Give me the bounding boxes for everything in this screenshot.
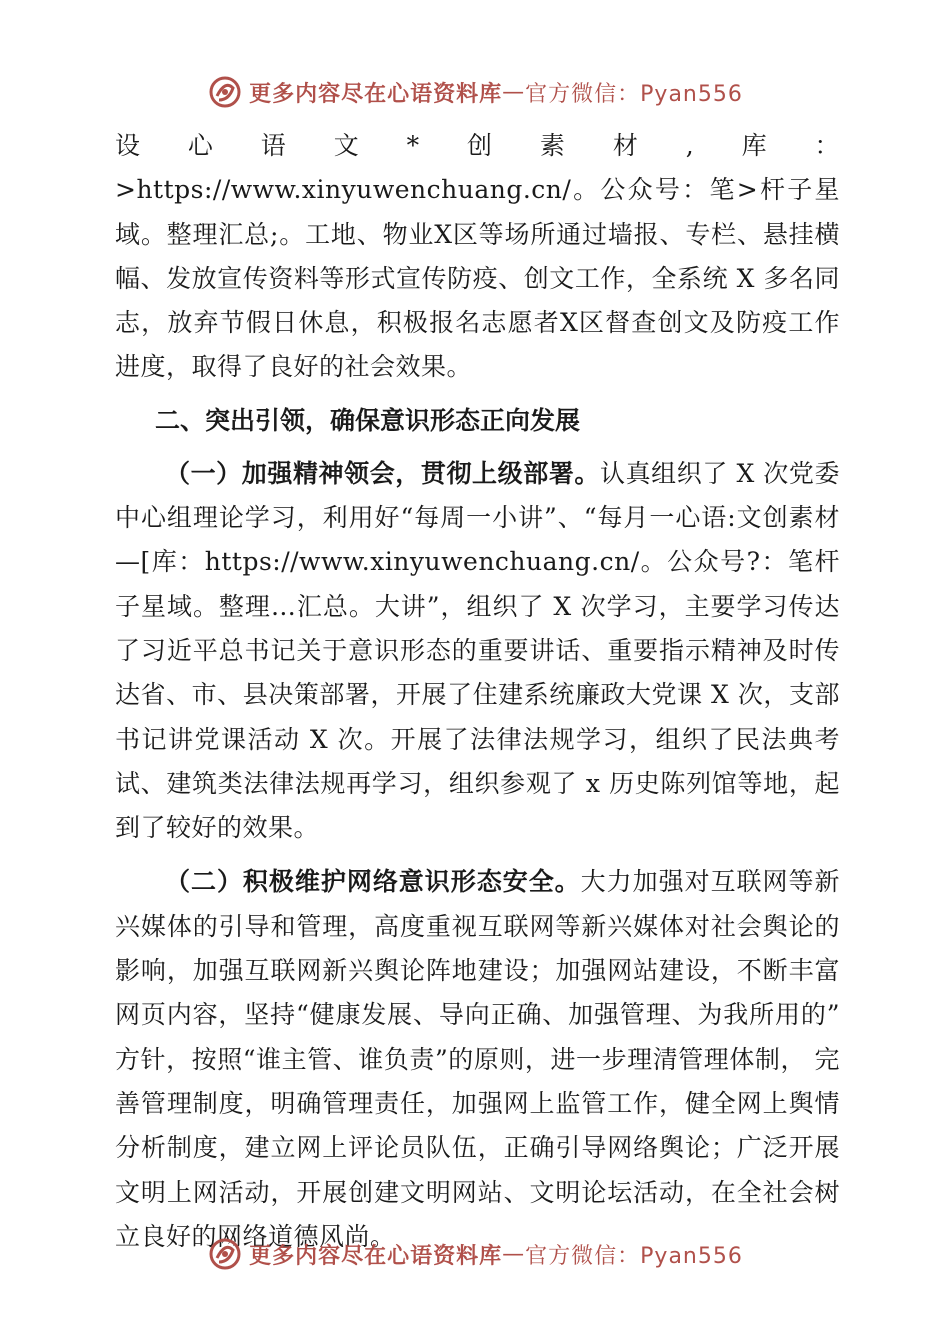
- footer-banner: [0, 1232, 950, 1276]
- subsection-1: [115, 452, 840, 851]
- banner-wechat-text: 官方微信：Pyan556: [525, 81, 743, 107]
- document-body: [115, 124, 840, 1259]
- paragraph-continuation: 设心语文*创素材,库：>https://www.xinyuwenchuang.cn/。公众号：笔>杆子星域。整理汇总;。工地、物业X区等场所通过墙报、专栏、悬挂横幅、发放宣传资料等形式宣传防疫、创文工作，全系统 X 多名同志，放弃节假日休息，积极报名志愿者X区督查创文及防疫工作进度，取得了良好的社会效果。: [115, 131, 840, 382]
- banner-brand-text: 更多内容尽在心语资料库: [249, 1242, 503, 1269]
- section-heading-2: 二、突出引领，确保意识形态正向发展: [155, 405, 581, 435]
- banner-wechat-text: 官方微信：Pyan556: [525, 1243, 743, 1269]
- banner-separator: —: [502, 1241, 526, 1267]
- subsection-2-body: 大力加强对互联网等新兴媒体的引导和管理，高度重视互联网等新兴媒体对社会舆论的影响，加强互联网新兴舆论阵地建设；加强网站建设，不断丰富网页内容，坚持“健康发展、导向正确、加强管理、为我所用的” 方针，按照“谁主管、谁负责”的原则，进一步理清管理体制， 完善管理制度，明确管理责任，加强网上监管工作，健全网上舆情分析制度，建立网上评论员队伍，正确引导网络舆论；广泛开展文明上网活动，开展创建文明网站、文明论坛活动，在全社会树立良好的网络道德风尚。: [115, 867, 840, 1251]
- swirl-logo-icon: [207, 74, 243, 110]
- header-banner: [0, 70, 950, 114]
- banner-separator: —: [502, 79, 526, 105]
- subsection-2-title: （二）积极维护网络意识形态安全。: [165, 867, 581, 897]
- subsection-1-title: （一）加强精神领会，贯彻上级部署。: [165, 458, 600, 488]
- subsection-2: [115, 860, 840, 1259]
- banner-brand-text: 更多内容尽在心语资料库: [249, 80, 503, 107]
- subsection-1-body: 认真组织了 X 次党委中心组理论学习，利用好“每周一小讲”、“每月一心语:文创素材—[库：https://www.xinyuwenchuang.cn/。公众号?：笔杆子星域。整理…汇总。大讲”，组织了 X 次学习，主要学习传达了习近平总书记关于意识形态的重要讲话、重要指示精神及时传达省、市、县决策部署，开展了住建系统廉政大党课 X 次，支部书记讲党课活动 X 次。开展了法律法规学习，组织了民法典考试、建筑类法律法规再学习，组织参观了 x 历史陈列馆等地，起到了较好的效果。: [115, 458, 840, 843]
- swirl-logo-icon: [207, 1236, 243, 1272]
